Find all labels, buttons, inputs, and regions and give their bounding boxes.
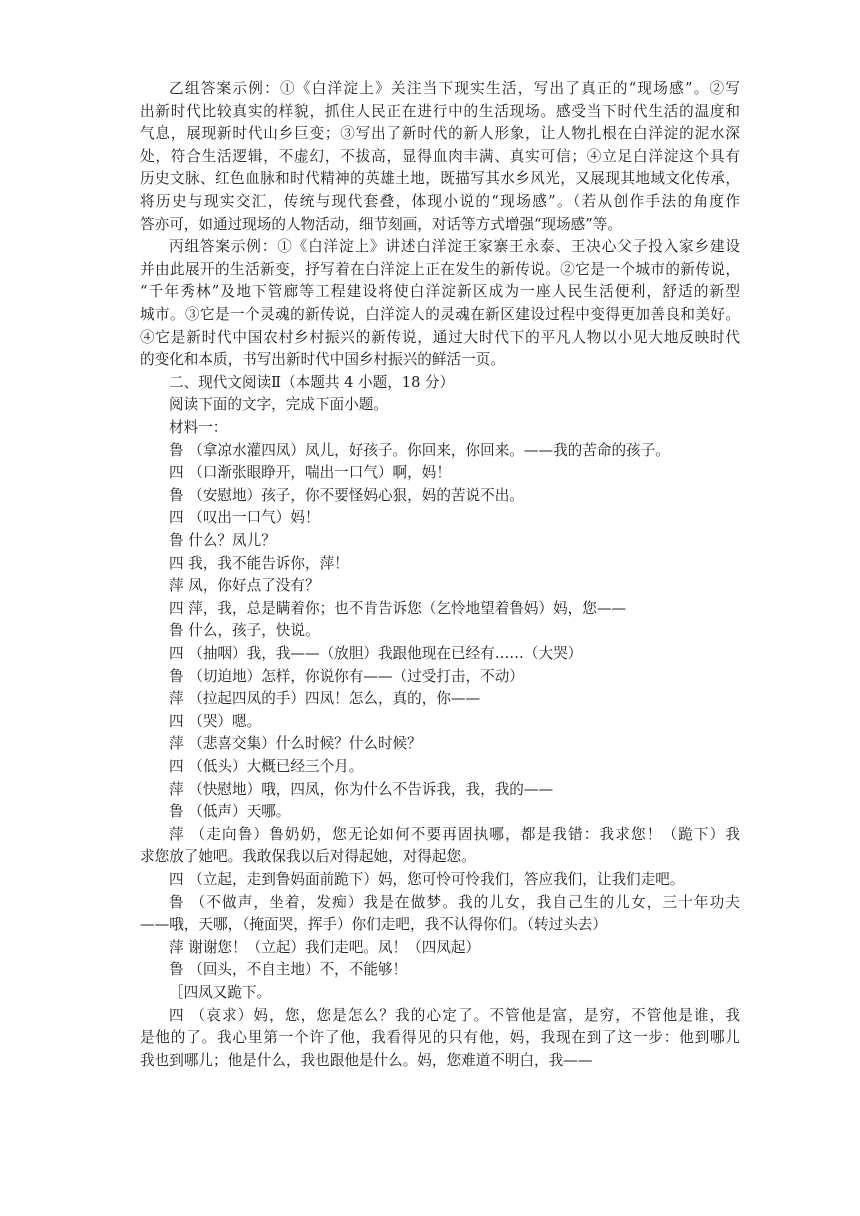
dialogue-line: 鲁 什么，孩子，快说。 [169,622,320,640]
dialogue-line: 鲁 （拿凉水灌四凤）凤儿，好孩子。你回来，你回来。——我的苦命的孩子。 [169,441,670,459]
dialogue-line: 四 萍，我，总是瞒着你；也不肯告诉您（乞怜地望着鲁妈）妈，您—— [169,599,627,617]
dialogue-line: 鲁 （安慰地）孩子，你不要怪妈心狠，妈的苦说不出。 [169,486,524,504]
text-line: “千年秀林”及地下管廊等工程建设将使白洋淀新区成为一座人民生活便利，舒适的新型 [140,283,740,301]
instruction-text: 阅读下面的文字，完成下面小题。 [169,396,388,414]
section-heading: 二、现代文阅读Ⅱ（本题共 4 小题，18 分） [169,373,455,391]
material-label: 材料一： [169,419,228,436]
dialogue-line: 我也到哪儿；他是什么，我也跟他是什么。妈，您难道不明白，我—— [140,1051,593,1069]
text-line: 城市。③它是一个灵魂的新传说，白洋淀人的灵魂在新区建设过程中变得更加善良和美好。 [140,306,740,323]
dialogue-line: 四 （哀求）妈，您，您是怎么？我的心定了。不管他是富，是穷，不管他是谁，我 [169,1006,740,1024]
dialogue-line: 四 （哭）嗯。 [169,712,262,730]
stage-direction: ［四凤又跪下。 [169,984,272,1001]
dialogue-line: 鲁 （低声）天哪。 [169,803,291,821]
dialogue-line: 萍 （拉起四凤的手）四凤！怎么，真的，你—— [169,690,481,708]
dialogue-line: ——哦，天哪，（掩面哭，挥手）你们走吧，我不认得你们。（转过头去） [140,916,607,934]
text-line: 处，符合生活逻辑，不虚幻，不拔高，显得血肉丰满、真实可信；④立足白洋淀这个具有 [140,147,740,165]
text-line: 将历史与现实交汇，传统与现代套叠，体现小说的“现场感”。（若从创作手法的角度作 [140,193,740,210]
dialogue-line: 鲁 什么？凤儿？ [169,532,276,549]
text-line: 丙组答案示例：①《白洋淀上》讲述白洋淀王家寨王永泰、王决心父子投入家乡建设 [169,238,740,256]
dialogue-line: 四 （叹出一口气）妈！ [169,509,320,527]
dialogue-line: 鲁 （不做声，坐着，发痴）我是在做梦。我的儿女，我自己生的儿女，三十年功夫 [169,893,740,911]
dialogue-line: 四 （低头）大概已经三个月。 [169,758,364,775]
dialogue-line: 四 （立起，走到鲁妈面前跪下）妈，您可怜可怜我们，答应我们，让我们走吧。 [169,871,685,888]
text-line: 历史文脉、红色血脉和时代精神的英雄土地，既描写其水乡风光，又展现其地域文化传承， [140,170,740,188]
dialogue-line: 萍 （快慰地）哦，四凤，你为什么不告诉我，我，我的—— [169,780,554,798]
text-line: 出新时代比较真实的样貌，抓住人民正在进行中的生活现场。感受当下时代生活的温度和 [140,102,740,120]
dialogue-line: 萍 （走向鲁）鲁奶奶，您无论如何不要再固执哪，都是我错：我求您！（跪下）我 [169,825,740,843]
text-line: ④它是新时代中国农村乡村振兴的新传说，通过大时代下的平凡人物以小见大地反映时代 [140,328,740,346]
text-line: 的变化和本质，书写出新时代中国乡村振兴的鲜活一页。 [140,351,505,369]
text-line: 气息，展现新时代山乡巨变；③写出了新时代的新人形象，让人物扎根在白洋淀的泥水深 [140,125,740,143]
dialogue-line: 是他的了。我心里第一个许了他，我看得见的只有他，妈，我现在到了这一步：他到哪儿 [140,1029,740,1047]
text-line: 乙组答案示例：①《白洋淀上》关注当下现实生活，写出了真正的“现场感”。②写 [169,80,740,97]
dialogue-line: 萍 凤，你好点了没有？ [169,577,320,595]
dialogue-line: 四 （口渐张眼睁开，喘出一口气）啊，妈！ [169,464,451,482]
dialogue-line: 四 我，我不能告诉你，萍！ [169,554,349,572]
dialogue-line: 鲁 （切迫地）怎样，你说你有——（过受打击，不动） [169,667,524,685]
text-line: 并由此展开的生活新变，抒写着在白洋淀上正在发生的新传说。②它是一个城市的新传说， [140,260,740,278]
dialogue-line: 萍 （悲喜交集）什么时候？什么时候？ [169,735,422,753]
dialogue-line: 四 （抽咽）我，我——（放胆）我跟他现在已经有……（大哭） [169,645,583,662]
dialogue-line: 鲁 （回头，不自主地）不，不能够！ [169,961,408,979]
dialogue-line: 求您放了她吧。我敢保我以后对得起她，对得起您。 [140,848,476,866]
text-line: 答亦可，如通过现场的人物活动，细节刻画，对话等方式增强“现场感”等。 [140,215,622,233]
dialogue-line: 萍 谢谢您！（立起）我们走吧。凤！（四凤起） [169,938,481,956]
